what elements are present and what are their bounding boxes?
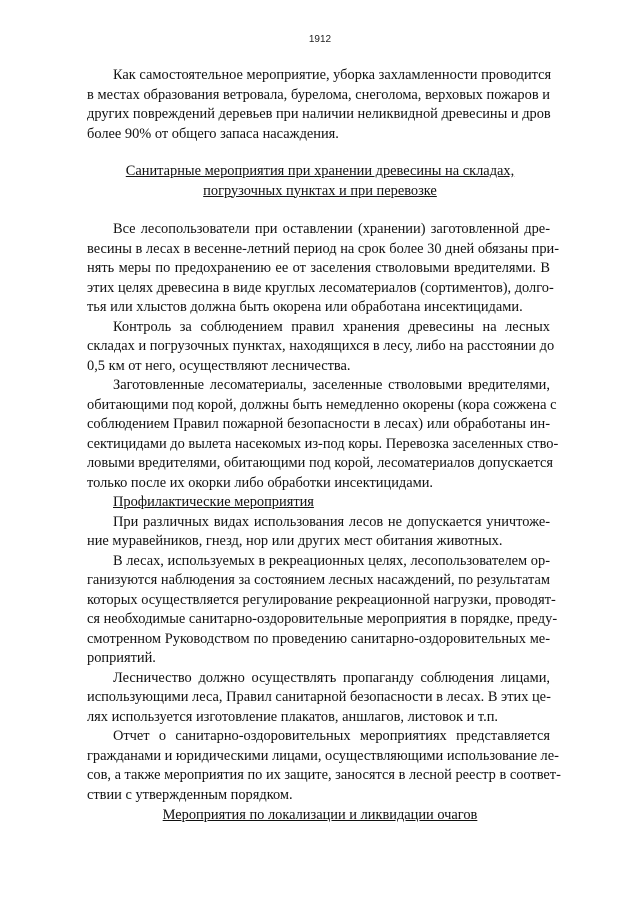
paragraph-recreation-line: роприятий. — [87, 650, 156, 666]
paragraph-debris-line: более 90% от общего запаса насаждения. — [87, 125, 339, 142]
paragraph-storage-control-line: складах и погрузочных пунктах, находящихся в лесу, либо на расстоянии до — [87, 338, 555, 354]
paragraph-report-line: ствии с утвержденным порядком. — [87, 786, 293, 803]
subheading-preventive: Профилактические мероприятия — [113, 494, 314, 510]
paragraph-infested-timber-line: сектицидами до вылета насекомых из-под коры. Перевозка заселенных ство- — [87, 435, 559, 452]
paragraph-infested-timber-line: обитающими под корой, должны быть немедленно окорены (кора сожжена с — [87, 396, 557, 413]
paragraph-debris-line: других повреждений деревьев при наличии неликвидной древесины и дров — [87, 106, 551, 122]
paragraph-anthills-line: ние муравейников, гнезд, нор или других мест обитания животных. — [87, 533, 503, 549]
paragraph-report-line: сов, а также мероприятия по их защите, заносятся в лесной реестр в соответ- — [87, 767, 561, 783]
paragraph-storage-control-line: 0,5 км от него, осуществляют лесничества. — [87, 357, 351, 374]
section-heading-storage: погрузочных пунктах и при перевозке — [203, 182, 437, 199]
paragraph-propaganda-line: использующими леса, Правил санитарной безопасности в лесах. В этих це- — [87, 689, 551, 705]
page-number: 1912 — [308, 34, 332, 45]
paragraph-propaganda-line: лях используется изготовление плакатов, аншлагов, листовок и т.п. — [87, 708, 499, 725]
paragraph-storage-duty-line: нять меры по предохранению ее от заселения стволовыми вредителями. В — [87, 260, 550, 276]
paragraph-propaganda-line: Лесничество должно осуществлять пропаганду соблюдения лицами, — [113, 669, 550, 686]
paragraph-report-line: гражданами и юридическими лицами, осуществляющими использование ле- — [87, 747, 559, 764]
paragraph-infested-timber-line: ловыми вредителями, обитающими под корой, лесоматериалов допускается — [87, 455, 554, 471]
paragraph-infested-timber-line: только после их окорки либо обработки инсектицидами. — [87, 474, 434, 491]
paragraph-debris-line: Как самостоятельное мероприятие, уборка захламленности проводится — [113, 67, 552, 83]
paragraph-storage-duty-line: весины в лесах в весенне-летний период на срок более 30 дней обязаны при- — [87, 240, 560, 257]
paragraph-infested-timber-line: Заготовленные лесоматериалы, заселенные стволовыми вредителями, — [113, 377, 550, 393]
paragraph-storage-duty-line: Все лесопользователи при оставлении (хранении) заготовленной дре- — [113, 221, 550, 237]
section-heading-localization: Мероприятия по локализации и ликвидации очагов — [162, 807, 478, 823]
paragraph-debris-line: в местах образования ветровала, бурелома, снеголома, верховых пожаров и — [87, 86, 550, 103]
paragraph-recreation-line: В лесах, используемых в рекреационных целях, лесопользователем ор- — [113, 552, 550, 569]
paragraph-storage-duty-line: тья или хлыстов должна быть окорена или обработана инсектицидами. — [87, 299, 523, 315]
paragraph-recreation-line: которых осуществляется регулирование рекреационной нагрузки, проводят- — [87, 591, 556, 608]
paragraph-recreation-line: ганизуются наблюдения за состоянием лесных насаждений, по результатам — [87, 572, 550, 588]
paragraph-report-line: Отчет о санитарно-оздоровительных мероприятиях представляется — [113, 728, 550, 744]
section-heading-storage: Санитарные мероприятия при хранении древесины на складах, — [125, 163, 515, 179]
paragraph-recreation-line: смотренном Руководством по проведению санитарно-оздоровительных ме- — [87, 630, 550, 647]
paragraph-storage-control-line: Контроль за соблюдением правил хранения древесины на лесных — [113, 318, 550, 335]
paragraph-storage-duty-line: этих целях древесина в виде круглых лесоматериалов (сортиментов), долго- — [87, 279, 554, 296]
paragraph-anthills-line: При различных видах использования лесов не допускается уничтоже- — [113, 513, 550, 530]
paragraph-infested-timber-line: соблюдением Правил пожарной безопасности в лесах) или обработаны ин- — [87, 416, 550, 432]
paragraph-recreation-line: ся необходимые санитарно-оздоровительные мероприятия в порядке, преду- — [87, 611, 558, 627]
